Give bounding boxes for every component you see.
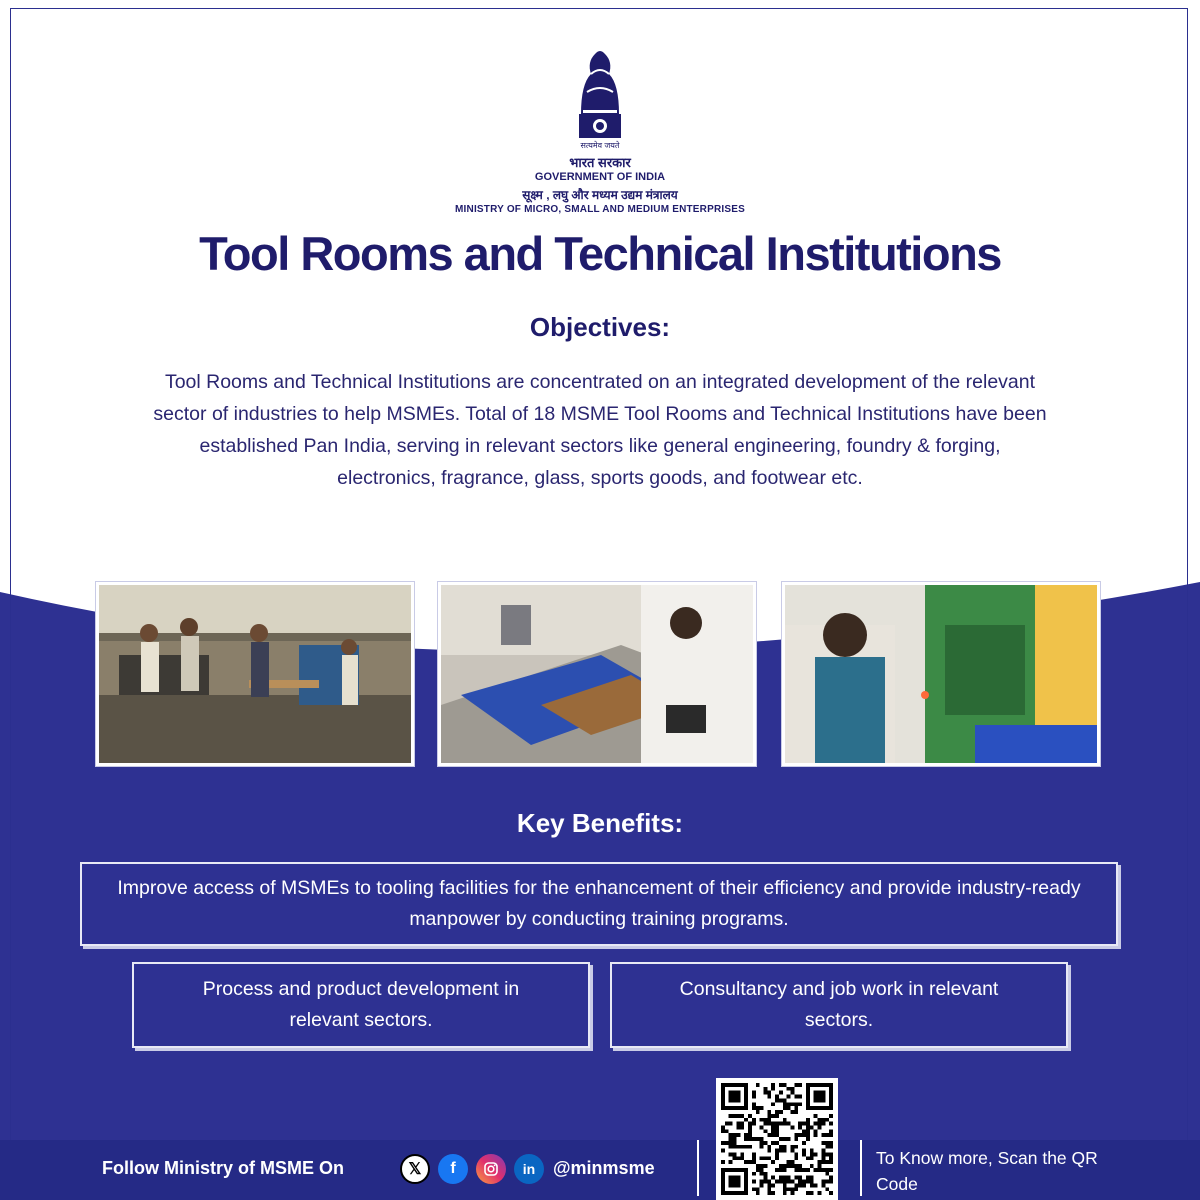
photo-roller-conveyor [438, 582, 756, 766]
key-benefits-heading: Key Benefits: [516, 808, 684, 838]
objectives-paragraph: Tool Rooms and Technical Institutions are concentrated on an integrated development of the relevant sector of industries to help MSMEs. Total of 18 MSME Tool Rooms and Technical Institutions have been established Pan India, serving in relevant sectors like general engineering, foundry & forging, electronics, fragrance, glass, sports goods, and footwear etc. [153, 371, 1047, 489]
x-icon[interactable]: 𝕏 [400, 1154, 430, 1184]
objectives-heading: Objectives: [529, 312, 671, 342]
instagram-icon[interactable] [476, 1154, 506, 1184]
mantralaya-hindi-text: सूक्ष्म , लघु और मध्यम उद्यम मंत्रालय [522, 188, 678, 202]
linkedin-icon[interactable]: in [514, 1154, 544, 1184]
page-title: Tool Rooms and Technical Institutions [199, 227, 1001, 280]
benefit-text: Consultancy and job work in relevant sectors. [679, 978, 999, 1031]
benefit-box-consultancy [610, 962, 1068, 1048]
bharat-sarkar-text: भारत सरकार [569, 155, 631, 170]
benefit-text: Process and product development in relevant sectors. [202, 978, 520, 1031]
facebook-icon[interactable]: f [438, 1154, 468, 1184]
scan-qr-text: To Know more, Scan the QR Code [876, 1148, 1098, 1194]
benefit-box-tooling-access [80, 862, 1118, 946]
photo-press-machine-operator [782, 582, 1100, 766]
benefit-box-process-development [132, 962, 590, 1048]
ministry-name-text: MINISTRY OF MICRO, SMALL AND MEDIUM ENTERPRISES [455, 204, 745, 215]
social-handle[interactable]: @minmsme [553, 1158, 655, 1178]
qr-code-icon[interactable] [716, 1078, 838, 1200]
photo-workshop-students [96, 582, 414, 766]
footer-divider [860, 1140, 862, 1196]
benefit-text: Improve access of MSMEs to tooling facilities for the enhancement of their efficiency and provide industry-ready manpower by conducting training programs. [117, 877, 1081, 930]
footer-divider [697, 1140, 699, 1196]
national-emblem-icon [573, 44, 627, 144]
follow-text: Follow Ministry of MSME On [102, 1158, 344, 1178]
government-of-india-text: GOVERNMENT OF INDIA [534, 171, 666, 183]
motto-text: सत्यमेव जयते [580, 141, 620, 150]
